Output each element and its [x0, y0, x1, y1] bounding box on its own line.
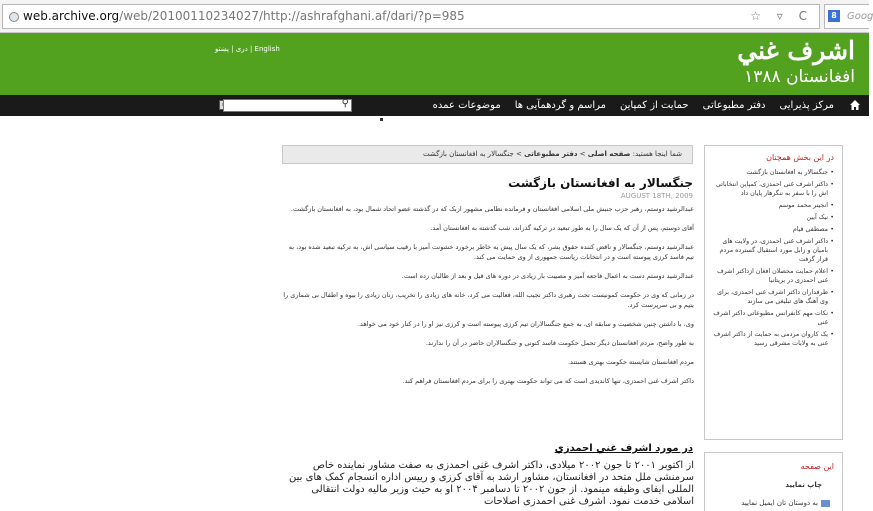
breadcrumb [282, 145, 693, 164]
related-post-link[interactable]: • یک کاروان مردمی به حمایت از داکتر اشرف غنی به ولایات مشرقی رسید [709, 330, 834, 348]
email-link[interactable] [705, 499, 842, 507]
site-logo[interactable] [737, 36, 855, 88]
related-post-link[interactable]: • مصطفی قیام [709, 225, 834, 234]
related-post-link[interactable]: • نیک آیین [709, 213, 834, 222]
logo-title: اشرف غني [737, 36, 855, 65]
search-icon[interactable]: ⚲ [341, 98, 349, 109]
post-paragraph: به طور واضح، مردم افغانستان دیگر تحمل حکومت فاسد کنونی و جنگسالاران حاضر در آن را ندارند. [425, 339, 694, 347]
address-bar[interactable] [2, 4, 820, 29]
browser-search-input[interactable] [824, 4, 873, 29]
site-header [0, 33, 869, 95]
related-post-link[interactable]: • داکتر اشرف غنی احمدزی، در ولایت های بامیان و زابل مورد استقبال گسترده مردم قرار گرفت [709, 237, 834, 264]
post-paragraph: عبدالرشید دوستم، رهبر حزب جنبش ملی اسلامی افغانستان و فرمانده نظامی مشهور ازبک که در گذشته عضو اتحاد شمال بود، به افغانستان بازگشت. [290, 205, 694, 213]
breadcrumb-prefix: شما اینجا هستید: [632, 150, 682, 158]
post-paragraph: وی، با داشتن چنین شخصیت و سابقه ای، به جمع جنگسالاران تیم کرزی پیوسته است و کرزی نیز او را در کنار خود می خواهد. [357, 320, 694, 328]
url-path: /web/20100110234027/http://ashrafghani.af/dari/?p=985 [119, 9, 465, 23]
post-paragraph: عبدالرشید دوستم، جنگسالار و ناقض کننده حقوق بشر، که یک سال پیش به خاطر برخورد خشونت آمیز با رقیب سیاسی اش، به ترکیه تبعید شده بود، به تیم فاسد کرزی پیوسته است و در انتخابات ریاست جمهوری از وی حمایت می کند. [288, 243, 694, 261]
about-title: در مورد اشرف غني احمدزي [554, 443, 693, 454]
home-icon[interactable] [849, 99, 861, 111]
email-link-label: به دوستان تان ایمیل نمایید [741, 499, 818, 507]
related-post-link[interactable]: • نکات مهم کانفرانس مطبوعاتی داکتر اشرف غنی [709, 309, 834, 327]
globe-icon [9, 12, 19, 22]
post-paragraph: آقای دوستم، پس از آن که یک سال را به طور تبعید در ترکیه گذراند، شب گذشته به افغانستان آمد. [430, 224, 694, 232]
language-switcher[interactable]: دری | پښتو | English [215, 45, 280, 53]
nav-item-events[interactable]: مراسم و گردهمآیی ها [514, 100, 607, 111]
breadcrumb-current: جنگسالار به افغانستان بازگشت [423, 150, 514, 158]
print-link[interactable]: چاپ نمایید [785, 481, 822, 489]
related-posts-list [705, 168, 842, 348]
url-host: web.archive.org [23, 9, 120, 23]
post-date: AUGUST 18TH, 2009 [620, 192, 693, 200]
logo-subtitle: افغانستان ۱۳۸۸ [744, 67, 855, 87]
breadcrumb-section[interactable]: دفتر مطبوعاتی [524, 150, 578, 158]
about-text: از اکتوبر ۲۰۰۱ تا جون ۲۰۰۲ میلادی، داکتر اشرف غنی احمدزی به صفت مشاور نماینده خاص سرمنشی ملل متحد در افغانستان، مشاور ارشد به آقای کرزی و رییس اداره انسجام کمک های بین المللی ایفای وظیفه مینمود. از جون ۲۰۰۲ تا دسامبر ۲۰۰۴ او به حیث وزیر مالیه دولت انتقالی اسلامی خدمت نمود. اشرف غنی احمدزی اصلاحات [289, 460, 694, 507]
post-paragraph: در زمانی که وی در حکومت کمونیست تحت رهبری داکتر نجیب الله، فعالیت می کرد، خانه های زیادی را تخریب، زنان زیادی را بیوه و اطفال بی شماری را یتیم و بی سرپرست کرد. [283, 291, 694, 309]
nav-item-reception[interactable]: مرکز پذیرایی [779, 100, 834, 111]
nav-item-campaign-support[interactable]: حمایت از کمپاین [620, 100, 689, 111]
nav-menu [426, 95, 841, 116]
post-paragraph: مردم افغانستان شایسته حکومت بهتری هستند. [567, 358, 694, 366]
related-posts-title: در این بخش همچنان [766, 153, 834, 162]
post-paragraph: داکتر اشرف غنی احمدزی، تنها کاندیدی است که می تواند حکومت بهتری را برای مردم افغانستان فراهم کند. [402, 377, 694, 385]
nav-item-press-office[interactable]: دفتر مطبوعاتی [702, 100, 766, 111]
related-post-link[interactable]: • انجینر محمد موسم [709, 201, 834, 210]
related-posts-widget [704, 145, 843, 440]
breadcrumb-separator: > [577, 150, 588, 158]
page-tools-title: این صفحه [800, 462, 834, 471]
breadcrumb-home[interactable]: صفحه اصلی [587, 150, 631, 158]
divider-dot [380, 118, 383, 121]
main-nav [0, 95, 869, 116]
browser-search-placeholder: Goog [847, 11, 873, 22]
related-post-link[interactable]: • داکتر اشرف غنی احمدزی، کمپاین انتخاباتی اش را با سفر به ننگرهار پایان داد [709, 180, 834, 198]
post-paragraph: عبدالرشید دوستم دست به اعمال فاجعه آمیز و مصیبت بار زیادی در دوره های قبل و بعد از طالبان زده است. [401, 272, 694, 280]
related-post-link[interactable]: • اعلام حمایت محصلان افغان ازداکتر اشرف غنی احمدزی در بریتانیا [709, 267, 834, 285]
search-engine-icon[interactable]: 8 [828, 10, 840, 22]
bookmark-refresh-icons[interactable]: ☆ ▿ C [750, 9, 813, 23]
post-title[interactable]: جنگسالار به افغانستان بازگشت [508, 176, 693, 190]
related-post-link[interactable]: • جنگسالار به افغانستان بازگشت [709, 168, 834, 177]
browser-toolbar [0, 0, 873, 33]
related-post-link[interactable]: • طرفداران داکتر اشرف غنی احمدزی، برای وی آهنگ های تبلیغی می سازند [709, 288, 834, 306]
breadcrumb-separator: > [513, 150, 525, 158]
email-icon [821, 500, 830, 507]
post-body [280, 204, 694, 395]
site-search-input[interactable] [223, 99, 352, 112]
nav-item-main-topics[interactable]: موضوعات عمده [432, 100, 501, 111]
page-tools-widget [704, 452, 843, 511]
